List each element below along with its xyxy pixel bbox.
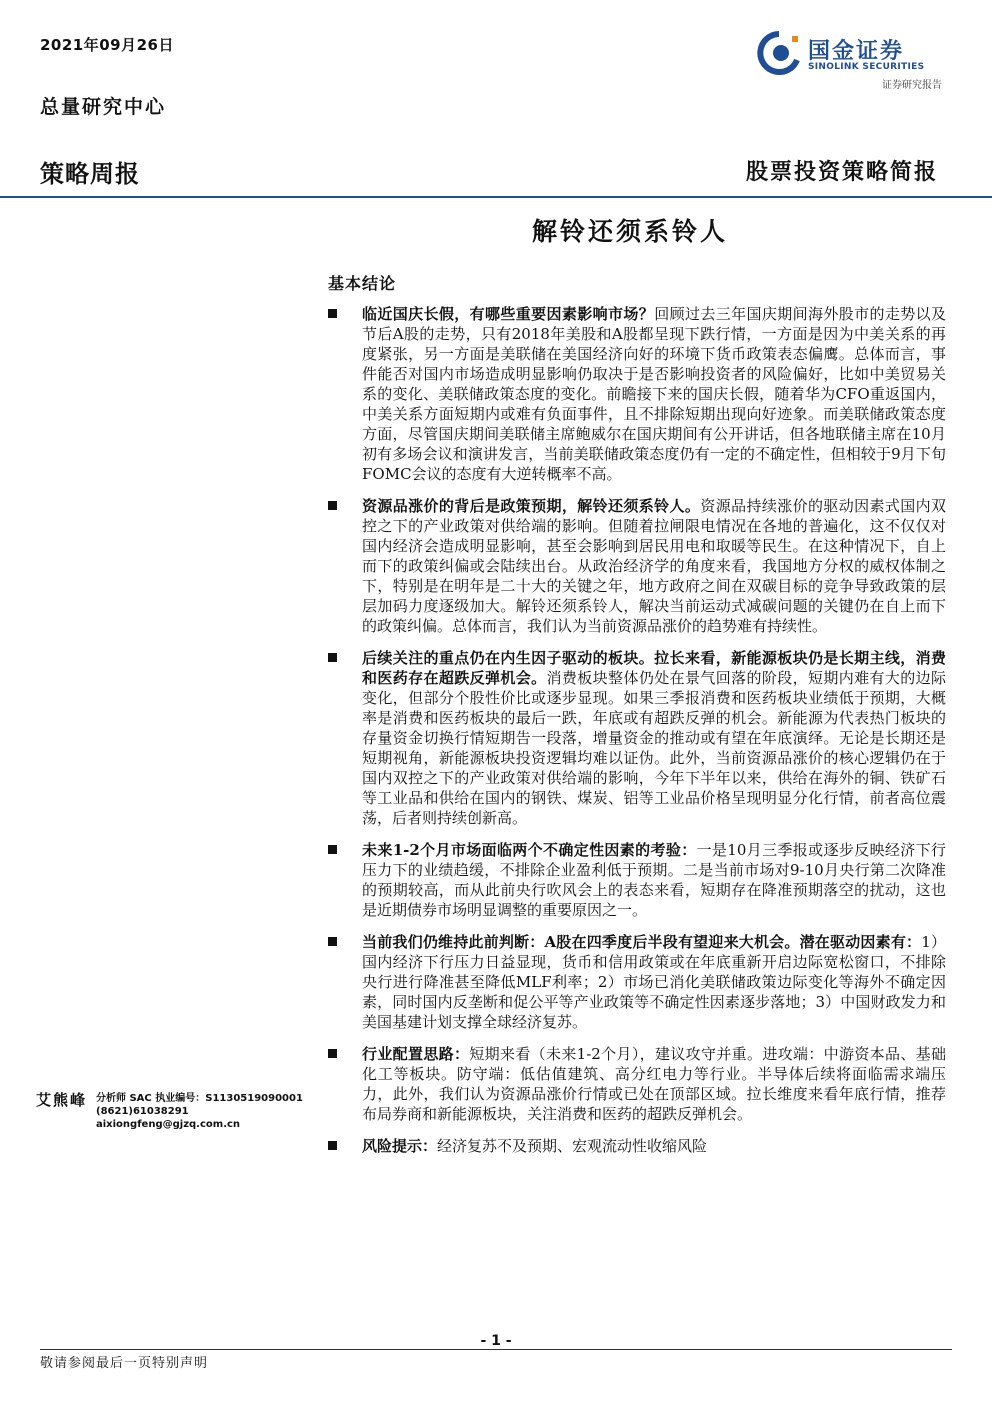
conclusion-item (328, 1044, 946, 1124)
department-name: 总量研究中心 (40, 96, 167, 118)
bullet-square-icon (328, 309, 337, 318)
conclusion-item (328, 932, 946, 1032)
conclusion-list (328, 304, 946, 1168)
conclusion-item (328, 648, 946, 828)
conclusion-lead: 当前我们仍维持此前判断：A股在四季度后半段有望迎来大机会。潜在驱动因素有： (362, 933, 922, 951)
bullet-square-icon (328, 845, 337, 854)
conclusion-lead: 未来1-2个月市场面临两个不确定性因素的考验： (362, 841, 697, 859)
conclusion-body: 消费板块整体仍处在景气回落的阶段，短期内难有大的边际变化，但部分个股性价比或逐步显现。如果三季报消费和医药板块业绩低于预期，大概率是消费和医药板块的最后一跌，年底或有超跌反弹的机会。新能源为代表热门板块的存量资金切换行情短期告一段落，增量资金的推动或有望在年底演绎。无论是长期还是短期视角，新能源板块投资逻辑均难以证伪。此外，当前资源品涨价的核心逻辑仍在于国内双控之下的产业政策对供给端的影响，今年下半年以来，供给在海外的铜、铁矿石等工业品和供给在国内的钢铁、煤炭、铝等工业品价格呈现明显分化行情，前者高位震荡，后者则持续创新高。 (362, 669, 946, 827)
sinolink-logo (756, 30, 956, 90)
report-category: 股票投资策略简报 (745, 159, 938, 185)
report-date: 2021年09月26日 (40, 36, 174, 54)
conclusion-body: 经济复苏不及预期、宏观流动性收缩风险 (437, 1137, 708, 1155)
conclusion-body: 1）国内经济下行压力日益显现，货币和信用政策或在年底重新开启边际宽松窗口，不排除央行进行降准甚至降低MLF利率；2）市场已消化美联储政策边际变化等海外不确定因素，同时国内反垄断和促公平等产业政策等不确定性因素逐步落地；3）中国财政发力和美国基建计划支撑全球经济复苏。 (362, 933, 946, 1031)
conclusion-item (328, 1136, 946, 1156)
sinolink-logo-icon (756, 30, 802, 76)
footer-disclaimer: 敬请参阅最后一页特别声明 (40, 1356, 209, 1371)
footer-divider (40, 1349, 952, 1350)
analyst-email[interactable]: aixiongfeng@gjzq.com.cn (96, 1119, 241, 1130)
analyst-info (96, 1092, 303, 1131)
bullet-square-icon (328, 501, 337, 510)
page-number: - 1 - (480, 1333, 512, 1349)
analyst-phone: (8621)61038291 (96, 1106, 189, 1117)
logo-cn-name: 国金证券 (808, 39, 905, 64)
bullet-square-icon (328, 1049, 337, 1058)
conclusion-lead: 资源品涨价的背后是政策预期，解铃还须系铃人。 (362, 497, 701, 515)
bullet-square-icon (328, 653, 337, 662)
conclusion-item (328, 840, 946, 920)
analyst-name: 艾熊峰 (36, 1091, 88, 1109)
conclusion-body: 资源品持续涨价的驱动因素式国内双控之下的产业政策对供给端的影响。但随着拉闸限电情况在各地的普遍化，这不仅仅对国内经济会造成明显影响，甚至会影响到居民用电和取暖等民生。在这种情况下，自上而下的政策纠偏或会陆续出台。从政治经济学的角度来看，我国地方分权的威权体制之下，特别是在明年是二十大的关键之年，地方政府之间在双碳目标的竞争导致政策的层层加码力度逐级加大。解铃还须系铃人，解决当前运动式减碳问题的关键仍在自上而下的政策纠偏。总体而言，我们认为当前资源品涨价的趋势难有持续性。 (362, 497, 946, 635)
conclusion-body: 短期来看（未来1-2个月），建议攻守并重。进攻端：中游资本品、基础化工等板块。防守端：低估值建筑、高分红电力等行业。半导体后续将面临需求端压力，此外，我们认为资源品涨价行情或已处在顶部区域。拉长维度来看年底行情，推荐布局券商和新能源板块，关注消费和医药的超跌反弹机会。 (362, 1045, 946, 1123)
conclusion-lead: 后续关注的重点仍在内生因子驱动的板块。拉长来看，新能源板块仍是长期主线，消费和医药存在超跌反弹机会。 (362, 649, 946, 687)
bullet-square-icon (328, 1141, 337, 1150)
header-divider (0, 196, 992, 198)
conclusion-lead: 临近国庆长假，有哪些重要因素影响市场？ (362, 305, 655, 323)
report-type: 策略周报 (40, 160, 140, 188)
conclusion-lead: 风险提示： (362, 1137, 438, 1155)
report-title: 解铃还须系铃人 (531, 217, 728, 246)
conclusion-item (328, 496, 946, 636)
section-heading: 基本结论 (328, 274, 397, 293)
logo-en-name: SINOLINK SECURITIES (808, 62, 925, 72)
conclusion-lead: 行业配置思路： (362, 1045, 470, 1063)
conclusion-item (328, 304, 946, 484)
bullet-square-icon (328, 937, 337, 946)
logo-subtitle: 证券研究报告 (882, 80, 942, 91)
analyst-certificate: 分析师 SAC 执业编号：S1130519090001 (96, 1093, 303, 1104)
conclusion-body: 回顾过去三年国庆期间海外股市的走势以及节后A股的走势，只有2018年美股和A股都呈现下跌行情，一方面是因为中美关系的再度紧张，另一方面是美联储在美国经济向好的环境下货币政策表态偏鹰。总体而言，事件能否对国内市场造成明显影响仍取决于是否影响投资者的风险偏好，比如中美贸易关系的变化、美联储政策态度的变化。前瞻接下来的国庆长假，随着华为CFO重返国内，中美关系方面短期内或难有负面事件，且不排除短期出现向好迹象。而美联储政策态度方面，尽管国庆期间美联储主席鲍威尔在国庆期间有公开讲话，但各地联储主席在10月初有多场会议和演讲发言，当前美联储政策态度仍有一定的不确定性，但相较于9月下旬FOMC会议的态度有大逆转概率不高。 (362, 305, 946, 483)
conclusion-body: 一是10月三季报或逐步反映经济下行压力下的业绩趋缓，不排除企业盈利低于预期。二是当前市场对9-10月央行第二次降准的预期较高，而从此前央行吹风会上的表态来看，短期存在降准预期落空的扰动，这也是近期债券市场明显调整的重要原因之一。 (362, 841, 946, 919)
